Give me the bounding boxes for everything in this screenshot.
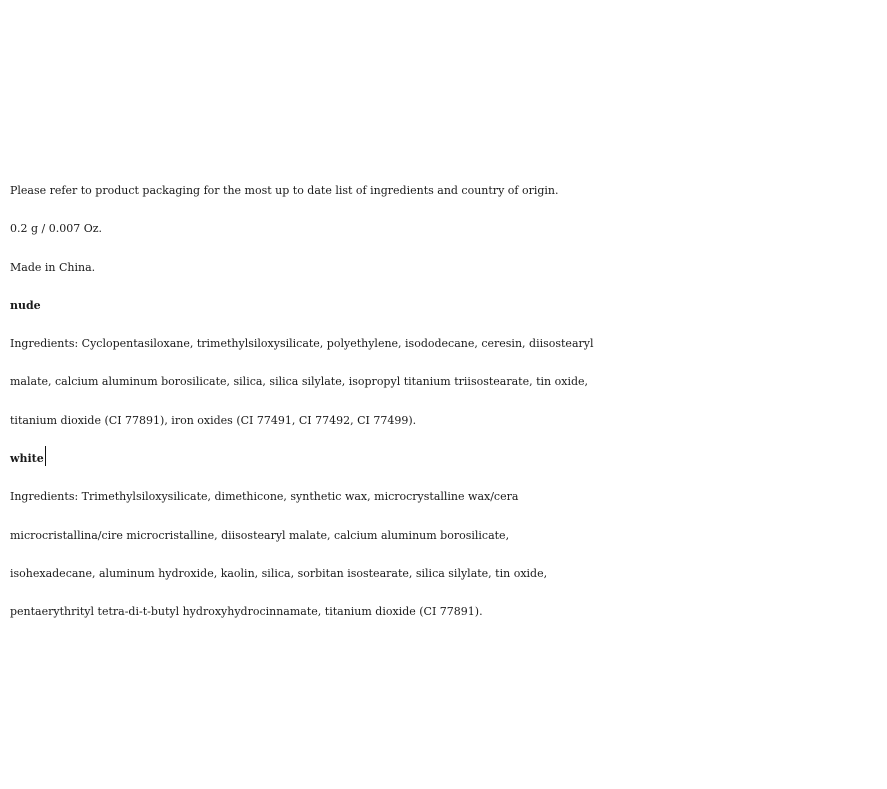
shade-heading-white-row <box>10 440 882 478</box>
product-weight: 0.2 g / 0.007 Oz. <box>10 222 103 236</box>
ingredients-line: isohexadecane, aluminum hydroxide, kaolin, silica, sorbitan isostearate, silica silylate, tin oxide, <box>10 566 548 580</box>
packaging-notice: Please refer to product packaging for the most up to date list of ingredients and country of origin. <box>10 184 559 197</box>
country-of-origin: Made in China. <box>10 260 96 274</box>
shade-heading-nude: nude <box>10 298 41 312</box>
text-cursor <box>45 446 46 466</box>
ingredients-line: Ingredients: Trimethylsiloxysilicate, dimethicone, synthetic wax, microcrystalline wax/cera <box>10 490 519 504</box>
ingredients-line: pentaerythrityl tetra-di-t-butyl hydroxyhydrocinnamate, titanium dioxide (CI 77891). <box>10 605 483 619</box>
ingredients-line: malate, calcium aluminum borosilicate, silica, silica silylate, isopropyl titanium triisostearate, tin oxide, <box>10 375 589 389</box>
ingredients-nude <box>10 325 882 440</box>
document-body[interactable] <box>10 172 882 632</box>
ingredients-line: microcristallina/cire microcristalline, diisostearyl malate, calcium aluminum borosilicate, <box>10 528 510 542</box>
ingredients-line: Ingredients: Cyclopentasiloxane, trimethylsiloxysilicate, polyethylene, isododecane, ceresin, diisostearyl <box>10 337 594 351</box>
shade-heading-white: white <box>10 452 44 466</box>
ingredients-line: titanium dioxide (CI 77891), iron oxides (CI 77491, CI 77492, CI 77499). <box>10 413 417 427</box>
ingredients-white <box>10 478 882 631</box>
